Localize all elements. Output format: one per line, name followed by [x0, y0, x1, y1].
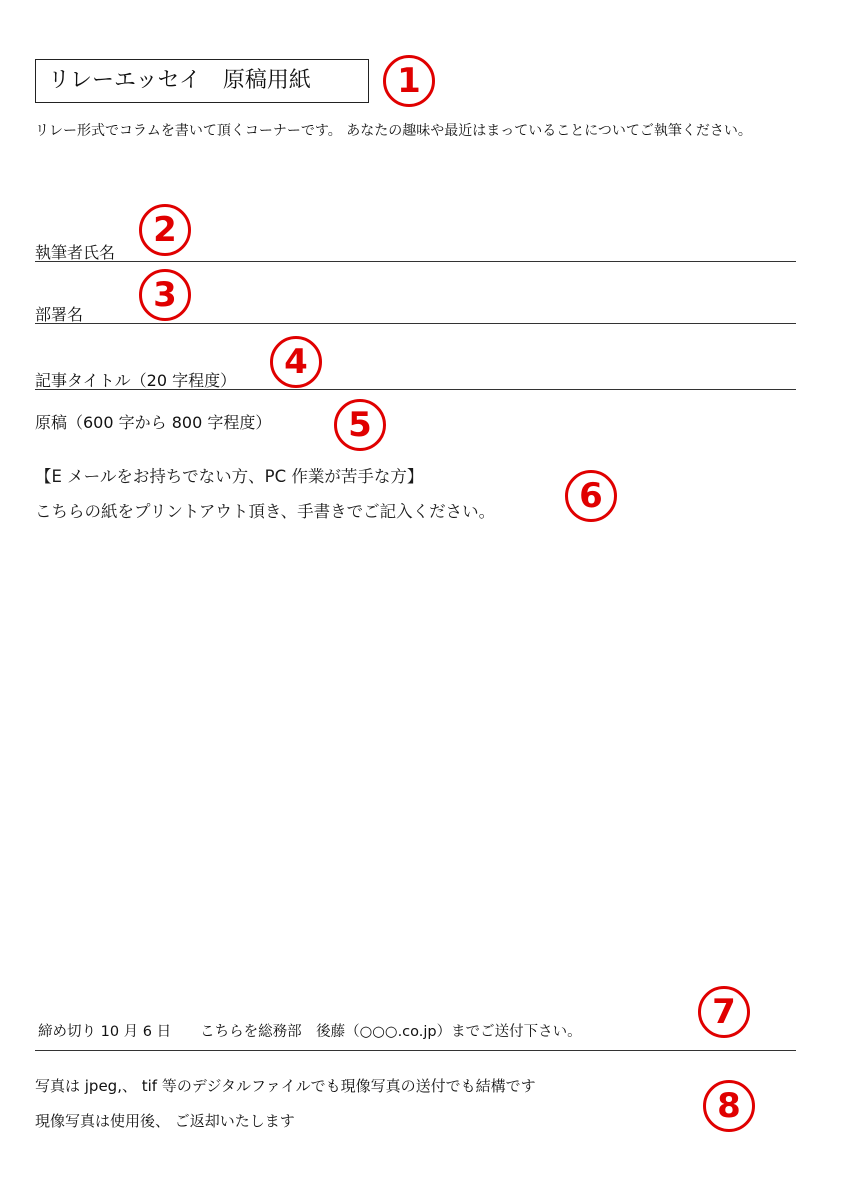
- department-rule: [35, 323, 796, 324]
- photo-note-line1: 写真は jpeg,、 tif 等のデジタルファイルでも現像写真の送付でも結構です: [35, 1077, 536, 1095]
- deadline-text: 締め切り 10 月 6 日 こちらを総務部 後藤（○○○.co.jp）までご送付下さい。: [38, 1024, 582, 1040]
- intro-text: リレー形式でコラムを書いて頂くコーナーです。 あなたの趣味や最近はまっていることについてご執筆ください。: [35, 123, 752, 139]
- form-title: リレーエッセイ 原稿用紙: [35, 59, 369, 103]
- department-label: 部署名: [35, 305, 84, 324]
- author-rule: [35, 261, 796, 262]
- deadline-rule: [35, 1050, 796, 1051]
- marker-3: 3: [139, 269, 191, 321]
- marker-4: 4: [270, 336, 322, 388]
- handwrite-note-line2: こちらの紙をプリントアウト頂き、手書きでご記入ください。: [35, 502, 496, 521]
- handwrite-note-line1: 【E メールをお持ちでない方、PC 作業が苦手な方】: [35, 467, 424, 486]
- marker-2: 2: [139, 204, 191, 256]
- author-label: 執筆者氏名: [35, 243, 116, 262]
- marker-8: 8: [703, 1080, 755, 1132]
- photo-note-line2: 現像写真は使用後、 ご返却いたします: [35, 1112, 295, 1130]
- article-title-rule: [35, 389, 796, 390]
- marker-7: 7: [698, 986, 750, 1038]
- marker-1: 1: [383, 55, 435, 107]
- manuscript-label: 原稿（600 字から 800 字程度）: [35, 413, 272, 432]
- marker-6: 6: [565, 470, 617, 522]
- marker-5: 5: [334, 399, 386, 451]
- article-title-label: 記事タイトル（20 字程度）: [35, 371, 237, 390]
